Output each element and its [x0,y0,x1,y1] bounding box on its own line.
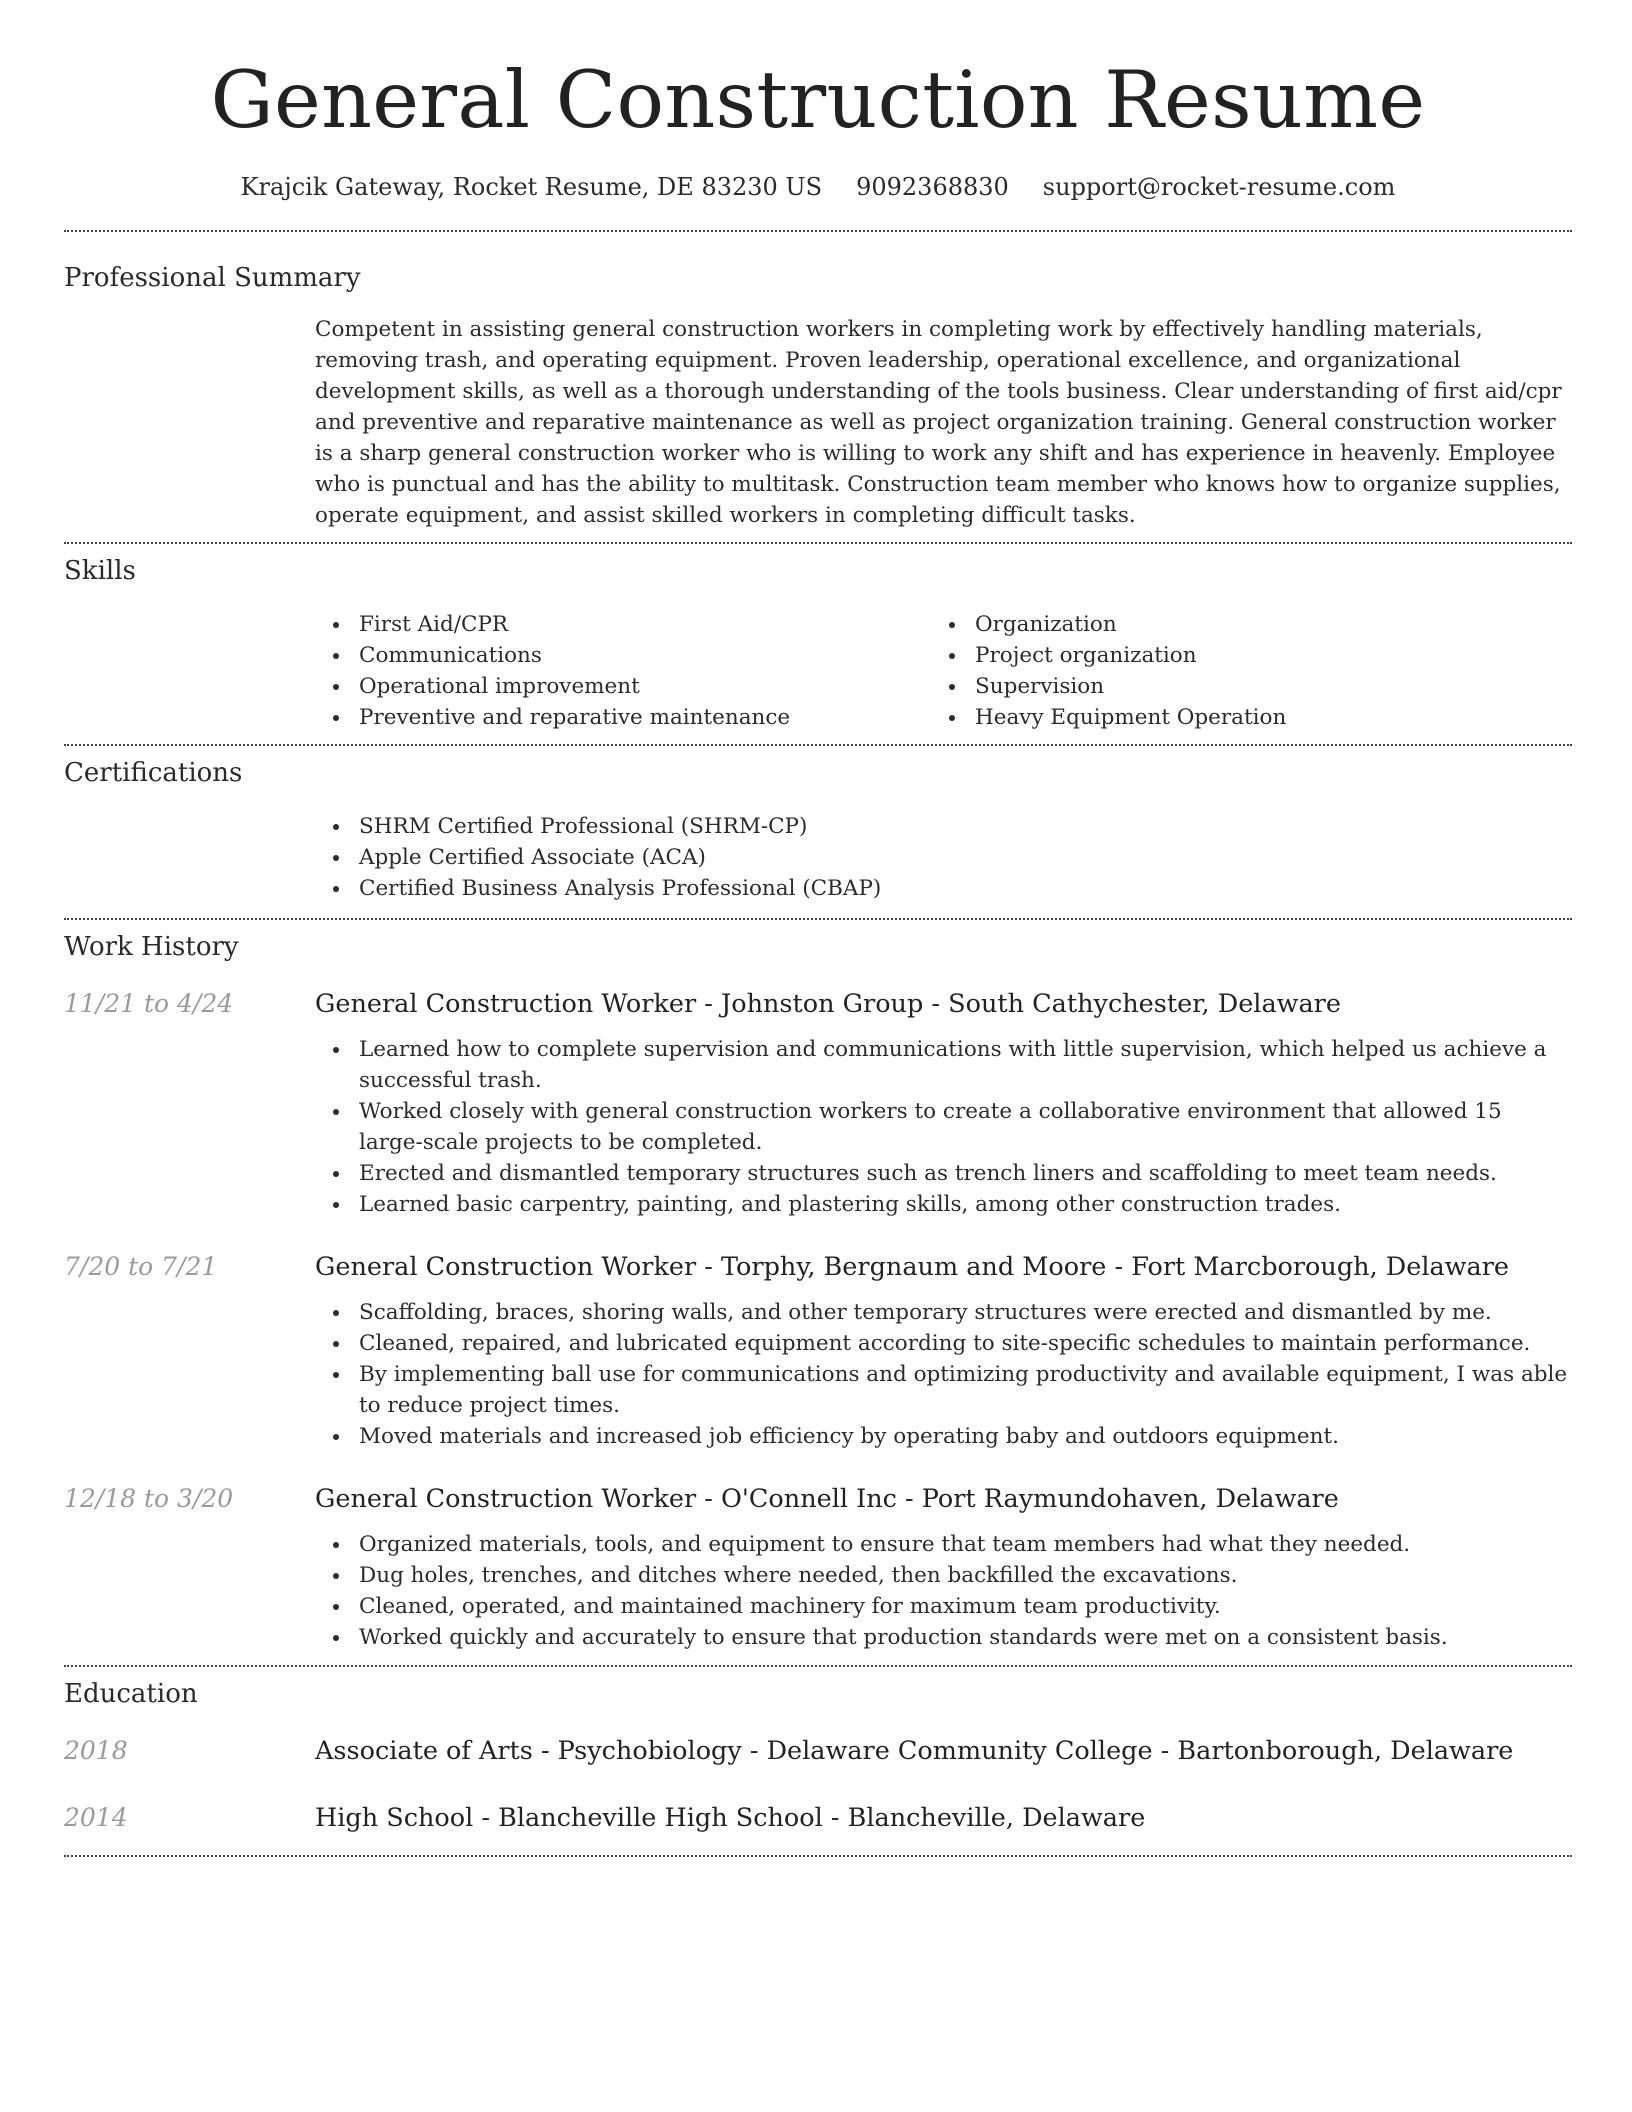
education-detail: High School - Blancheville High School - Blancheville, Delaware [315,1803,1146,1833]
job-bullet-list [315,1297,1572,1452]
job-dates: 12/18 to 3/20 [64,1484,234,1513]
certification-item: Certified Business Analysis Professional (CBAP) [315,873,1572,904]
job-dates: 7/20 to 7/21 [64,1252,218,1281]
job-title: General Construction Worker - Torphy, Bergnaum and Moore - Fort Marcborough, Delaware [315,1252,1509,1282]
education-year: 2014 [64,1803,128,1832]
education-year: 2018 [64,1736,128,1765]
job-bullet: Learned basic carpentry, painting, and plastering skills, among other construction trades. [315,1189,1572,1220]
education-entry [64,1734,1572,1768]
contact-line [64,170,1572,204]
job-bullet: By implementing ball use for communications and optimizing productivity and available equipment, I was able to reduce project times. [315,1359,1572,1421]
job-header [64,1482,1572,1516]
skill-item: First Aid/CPR [315,609,931,640]
summary-text: Competent in assisting general construction workers in completing work by effectively handling materials, removing trash, and operating equipment. Proven leadership, operational excellence, and organizational development skills, as well as a thorough understanding of the tools business. Clear understanding of first aid/cpr and preventive and reparative maintenance as well as project organization training. General construction worker is a sharp general construction worker who is willing to work any shift and has experience in heavenly. Employee who is punctual and has the ability to multitask. Construction team member who knows how to organize supplies, operate equipment, and assist skilled workers in completing difficult tasks. [315,317,1562,528]
skills-column-1 [315,609,931,733]
section-title-work-history: Work History [64,932,239,962]
job-bullet: Learned how to complete supervision and communications with little supervision, which helped us achieve a successful trash. [315,1034,1572,1096]
resume-page [64,0,1572,1857]
job-bullet: Worked quickly and accurately to ensure that production standards were met on a consistent basis. [315,1622,1572,1653]
skill-item: Operational improvement [315,671,931,702]
job-bullet: Cleaned, operated, and maintained machinery for maximum team productivity. [315,1591,1572,1622]
job-bullet: Dug holes, trenches, and ditches where needed, then backfilled the excavations. [315,1560,1572,1591]
skill-item: Supervision [931,671,1286,702]
job-bullets [315,1297,1572,1452]
contact-email: support@rocket-resume.com [1042,173,1396,201]
certifications-section [64,756,1572,904]
skill-item: Organization [931,609,1286,640]
resume-title: General Construction Resume [210,54,1426,146]
section-divider [64,542,1572,544]
job-header [64,987,1572,1021]
job-entry [64,1482,1572,1653]
job-bullets [315,1034,1572,1220]
job-bullet: Moved materials and increased job efficiency by operating baby and outdoors equipment. [315,1421,1572,1452]
work-history-section [64,930,1572,1653]
education-detail: Associate of Arts - Psychobiology - Delaware Community College - Bartonborough, Delaware [315,1736,1514,1766]
job-bullet: Erected and dismantled temporary structures such as trench liners and scaffolding to meet team needs. [315,1158,1572,1189]
contact-address: Krajcik Gateway, Rocket Resume, DE 83230 US [240,173,823,201]
certification-item: Apple Certified Associate (ACA) [315,842,1572,873]
section-title-education: Education [64,1679,198,1709]
summary-section [64,261,1572,531]
section-divider [64,230,1572,232]
section-title-summary: Professional Summary [64,263,361,293]
section-title-skills: Skills [64,556,136,586]
job-bullet: Organized materials, tools, and equipment to ensure that team members had what they needed. [315,1529,1572,1560]
section-divider [64,918,1572,920]
education-entry [64,1801,1572,1835]
job-bullet-list [315,1529,1572,1653]
skill-item: Preventive and reparative maintenance [315,702,931,733]
job-bullet-list [315,1034,1572,1220]
skills-section [64,554,1572,733]
certification-item: SHRM Certified Professional (SHRM-CP) [315,811,1572,842]
education-section [64,1677,1572,1835]
job-bullet: Scaffolding, braces, shoring walls, and other temporary structures were erected and dismantled by me. [315,1297,1572,1328]
job-header [64,1250,1572,1284]
section-divider [64,744,1572,746]
job-entry [64,987,1572,1220]
skill-item: Heavy Equipment Operation [931,702,1286,733]
job-bullet: Cleaned, repaired, and lubricated equipment according to site-specific schedules to maintain performance. [315,1328,1572,1359]
skill-item: Project organization [931,640,1286,671]
job-bullets [315,1529,1572,1653]
section-divider [64,1665,1572,1667]
certifications-list [315,811,1572,904]
skill-item: Communications [315,640,931,671]
job-dates: 11/21 to 4/24 [64,989,234,1018]
job-title: General Construction Worker - O'Connell Inc - Port Raymundohaven, Delaware [315,1484,1339,1514]
skills-columns [315,609,1572,733]
section-divider [64,1855,1572,1857]
job-title: General Construction Worker - Johnston Group - South Cathychester, Delaware [315,989,1341,1019]
contact-phone: 9092368830 [856,173,1009,201]
skills-column-2 [931,609,1286,733]
section-title-certifications: Certifications [64,758,243,788]
job-entry [64,1250,1572,1452]
job-bullet: Worked closely with general construction workers to create a collaborative environment that allowed 15 large-scale projects to be completed. [315,1096,1572,1158]
